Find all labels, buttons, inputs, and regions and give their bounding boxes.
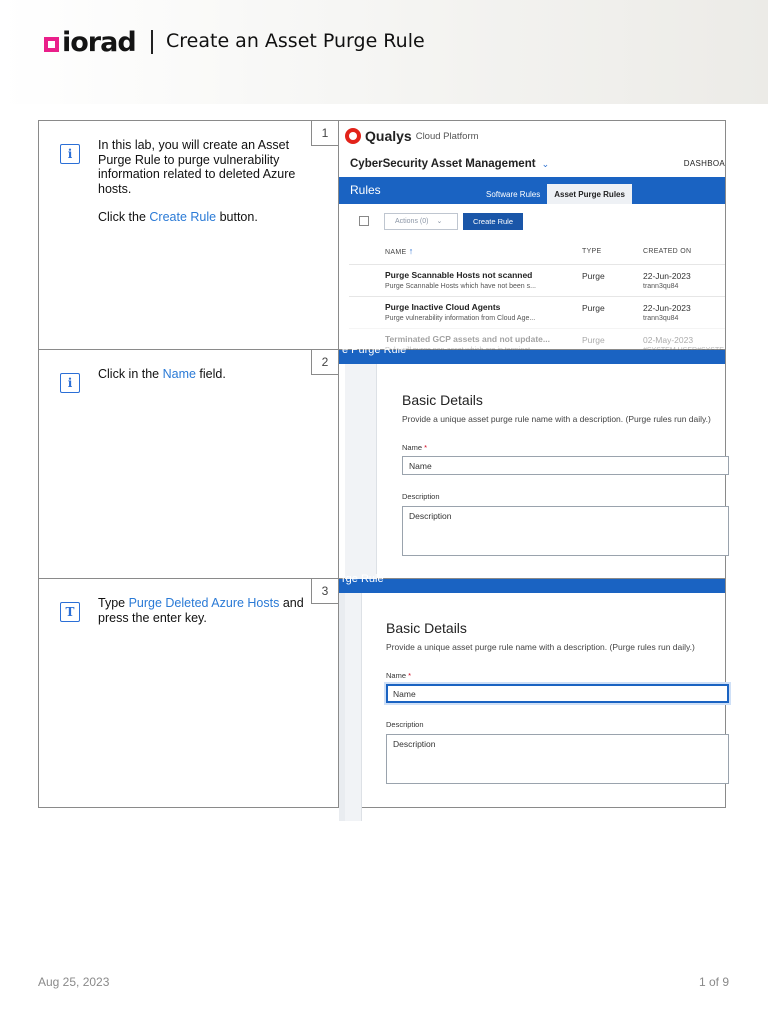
section-heading: Basic Details xyxy=(386,620,467,636)
table-header xyxy=(339,238,725,264)
step-3-screenshot xyxy=(339,573,725,807)
step-3-text xyxy=(98,596,313,625)
description-textarea[interactable]: Description xyxy=(386,734,729,784)
step-1-screenshot xyxy=(339,121,725,349)
name-label xyxy=(386,671,411,680)
form-header-bar xyxy=(339,573,725,593)
description-textarea[interactable]: Description xyxy=(402,506,729,556)
tab-asset-purge-rules[interactable]: Asset Purge Rules xyxy=(547,184,632,204)
name-label-text: Name xyxy=(402,443,423,452)
table-row[interactable] xyxy=(349,296,725,328)
form-header-text: e Purge Rule xyxy=(342,344,407,356)
step-2 xyxy=(39,344,725,579)
step-1-text xyxy=(98,138,313,225)
step-number: 3 xyxy=(311,578,339,604)
steps-table xyxy=(38,120,726,808)
name-label-text: Name xyxy=(386,671,407,680)
step-1-action-suffix: button. xyxy=(216,210,258,224)
actions-label: Actions (0) xyxy=(395,217,429,225)
info-icon: i xyxy=(60,373,80,393)
required-mark: * xyxy=(408,671,412,680)
step-number: 2 xyxy=(311,349,339,375)
section-heading: Basic Details xyxy=(402,392,483,408)
column-created-header[interactable]: CREATED ON xyxy=(643,247,692,255)
tab-software-rules[interactable]: Software Rules xyxy=(486,189,541,199)
step-2-action-prefix: Click in the xyxy=(98,367,163,381)
iorad-logo xyxy=(44,26,136,58)
form-side-rail xyxy=(345,364,377,592)
column-type-header[interactable]: TYPE xyxy=(582,247,602,255)
module-selector[interactable] xyxy=(339,151,725,177)
name-input[interactable]: Name xyxy=(402,456,729,475)
row-title[interactable]: Terminated GCP assets and not update... xyxy=(385,334,550,344)
row-type: Purge xyxy=(582,335,605,345)
section-description: Provide a unique asset purge rule name with a description. (Purge rules run daily.) xyxy=(386,642,695,652)
step-3-action xyxy=(98,596,313,625)
step-2-action-suffix: field. xyxy=(195,367,226,381)
row-name-cell xyxy=(385,270,570,290)
step-1-instructions xyxy=(39,121,339,349)
rules-tabs xyxy=(479,184,632,204)
name-label xyxy=(402,443,427,452)
step-1-action xyxy=(98,210,313,225)
step-1-target-link: Create Rule xyxy=(149,210,217,224)
row-date: 02-May-2023 xyxy=(643,335,694,345)
description-label: Description xyxy=(386,720,424,729)
select-all-checkbox[interactable] xyxy=(359,216,369,226)
step-2-screenshot xyxy=(339,344,725,578)
step-1-intro: In this lab, you will create an Asset Purge Rule to purge vulnerability information related to deleted Azure hosts. xyxy=(98,138,296,196)
qualys-topbar xyxy=(339,121,725,151)
rules-toolbar xyxy=(339,204,725,238)
step-3 xyxy=(39,573,725,808)
create-rule-button[interactable]: Create Rule xyxy=(463,213,523,230)
column-name-header[interactable] xyxy=(385,246,414,256)
step-3-action-prefix: Type xyxy=(98,596,129,610)
section-description: Provide a unique asset purge rule name with a description. (Purge rules run daily.) xyxy=(402,414,711,424)
logo-square-icon xyxy=(44,37,59,52)
page-title: Create an Asset Purge Rule xyxy=(166,30,425,52)
rules-title: Rules xyxy=(350,183,381,197)
row-date: 22-Jun-2023 xyxy=(643,303,691,313)
step-1-action-prefix: Click the xyxy=(98,210,150,224)
name-input[interactable]: Name xyxy=(386,684,729,703)
step-3-action-suffix: and press the enter key. xyxy=(98,596,304,625)
module-name: CyberSecurity Asset Management xyxy=(350,158,536,170)
dashboard-link[interactable]: DASHBOA xyxy=(683,159,725,168)
table-row[interactable] xyxy=(349,264,725,296)
row-description: Purge vulnerability information from Cloud Age... xyxy=(385,315,536,322)
rules-bar xyxy=(339,177,725,204)
actions-dropdown[interactable] xyxy=(384,213,458,230)
step-1 xyxy=(39,121,725,350)
step-2-action xyxy=(98,367,313,382)
required-mark: * xyxy=(424,443,428,452)
step-number: 1 xyxy=(311,120,339,146)
description-label: Description xyxy=(402,492,440,501)
chevron-down-icon: ⌄ xyxy=(541,158,550,169)
page-header xyxy=(0,0,768,104)
qualys-brand: Qualys xyxy=(365,128,412,144)
chevron-down-icon: ⌄ xyxy=(436,218,443,225)
sort-arrow-up-icon: ↑ xyxy=(408,246,414,256)
type-icon: T xyxy=(60,602,80,622)
form-header-bar xyxy=(339,344,725,364)
row-name-cell xyxy=(385,302,570,322)
qualys-logo-icon xyxy=(345,128,361,144)
form-side-rail xyxy=(345,593,362,821)
footer-page-number: 1 of 9 xyxy=(698,975,729,989)
header-divider xyxy=(151,30,153,54)
column-name-label: NAME xyxy=(385,249,407,256)
step-3-instructions xyxy=(39,579,339,807)
row-type: Purge xyxy=(582,271,605,281)
step-2-text xyxy=(98,367,313,382)
row-creator: trann3qu84 xyxy=(643,283,679,290)
footer-date: Aug 25, 2023 xyxy=(38,975,110,989)
step-2-instructions xyxy=(39,350,339,578)
row-creator: trann3qu84 xyxy=(643,315,679,322)
qualys-brand-sub: Cloud Platform xyxy=(415,130,479,142)
row-title[interactable]: Purge Inactive Cloud Agents xyxy=(385,302,501,312)
info-icon: i xyxy=(60,144,80,164)
row-type: Purge xyxy=(582,303,605,313)
step-2-target-link: Name xyxy=(162,367,196,381)
row-description: Purge Scannable Hosts which have not been s... xyxy=(385,283,536,290)
row-date: 22-Jun-2023 xyxy=(643,271,691,281)
form-header-text: rge Rule xyxy=(342,573,384,585)
row-title[interactable]: Purge Scannable Hosts not scanned xyxy=(385,270,533,280)
step-3-target-link: Purge Deleted Azure Hosts xyxy=(128,596,280,610)
logo-text: iorad xyxy=(62,26,136,58)
